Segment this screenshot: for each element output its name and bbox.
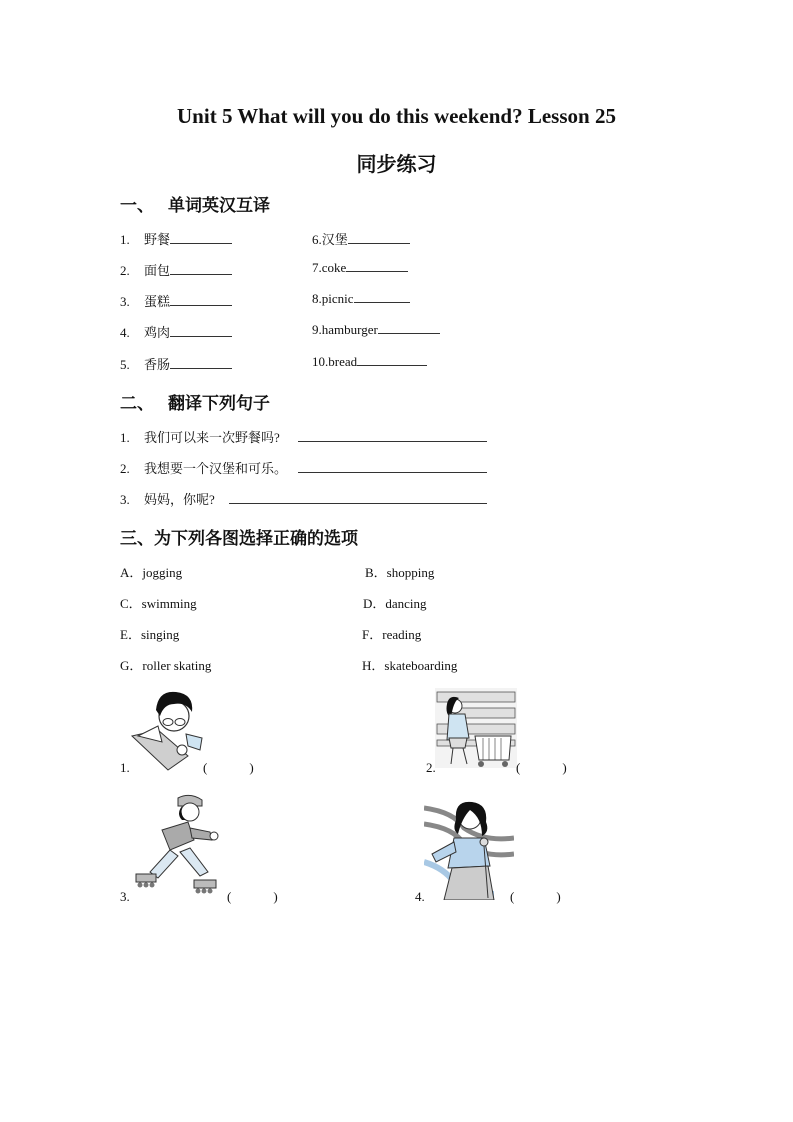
vocab-item: 2. 面包: [120, 260, 232, 279]
answer-parens[interactable]: ( ): [510, 889, 561, 904]
vocab-item: 8.picnic: [312, 291, 410, 307]
option-a: A．jogging: [120, 565, 183, 580]
roller-skating-boy-image: [130, 790, 226, 900]
answer-parens[interactable]: ( ): [516, 760, 567, 775]
answer-blank[interactable]: [170, 357, 232, 369]
vocab-item: 4. 鸡肉: [120, 322, 232, 341]
answer-blank[interactable]: [170, 232, 232, 244]
vocab-item: 6.汉堡: [312, 229, 410, 248]
section-number: 一、: [120, 196, 154, 216]
vocab-item: 5. 香肠: [120, 354, 232, 373]
picture-number: 1.: [120, 760, 130, 775]
vocab-item: 9.hamburger: [312, 322, 440, 338]
page-title: Unit 5 What will you do this weekend? Lesson 25: [177, 104, 616, 128]
answer-blank[interactable]: [170, 325, 232, 337]
answer-blank[interactable]: [357, 354, 427, 366]
answer-blank[interactable]: [354, 291, 410, 303]
section-number: 二、: [120, 394, 154, 414]
answer-blank[interactable]: [170, 294, 232, 306]
picture-number: 2.: [426, 760, 436, 775]
answer-line[interactable]: [298, 472, 487, 473]
sentence-item: 1. 我们可以来一次野餐吗?: [120, 430, 280, 445]
sentence-item: 3. 妈妈，你呢?: [120, 492, 215, 507]
answer-blank[interactable]: [348, 232, 410, 244]
section-1-heading: [120, 191, 270, 216]
singing-woman-image: [424, 798, 514, 900]
section-title: 单词英汉互译: [168, 196, 270, 216]
section-2-heading: [120, 389, 270, 414]
vocab-item: 10.bread: [312, 354, 427, 370]
answer-blank[interactable]: [170, 263, 232, 275]
option-h: H．skateboarding: [362, 658, 458, 673]
answer-line[interactable]: [298, 441, 487, 442]
answer-parens[interactable]: ( ): [227, 889, 278, 904]
section-title: 翻译下列句子: [168, 394, 270, 414]
shopping-girl-image: [435, 688, 517, 768]
vocab-item: 7.coke: [312, 260, 408, 276]
answer-parens[interactable]: ( ): [203, 760, 254, 775]
section-3-heading: 三、为下列各图选择正确的选项: [120, 529, 358, 549]
answer-blank[interactable]: [346, 260, 408, 272]
option-e: E．singing: [120, 627, 180, 642]
sentence-item: 2. 我想要一个汉堡和可乐。: [120, 461, 288, 476]
answer-line[interactable]: [229, 503, 487, 504]
answer-blank[interactable]: [378, 322, 440, 334]
option-d: D．dancing: [363, 596, 427, 611]
reading-boy-image: [128, 686, 210, 772]
option-g: G．roller skating: [120, 658, 212, 673]
picture-number: 3.: [120, 889, 130, 904]
vocab-item: 1. 野餐: [120, 229, 232, 248]
vocab-item: 3. 蛋糕: [120, 291, 232, 310]
option-f: F．reading: [362, 627, 422, 642]
option-b: B．shopping: [365, 565, 435, 580]
option-c: C．swimming: [120, 596, 197, 611]
picture-number: 4.: [415, 889, 425, 904]
page-subtitle: 同步练习: [356, 152, 437, 176]
